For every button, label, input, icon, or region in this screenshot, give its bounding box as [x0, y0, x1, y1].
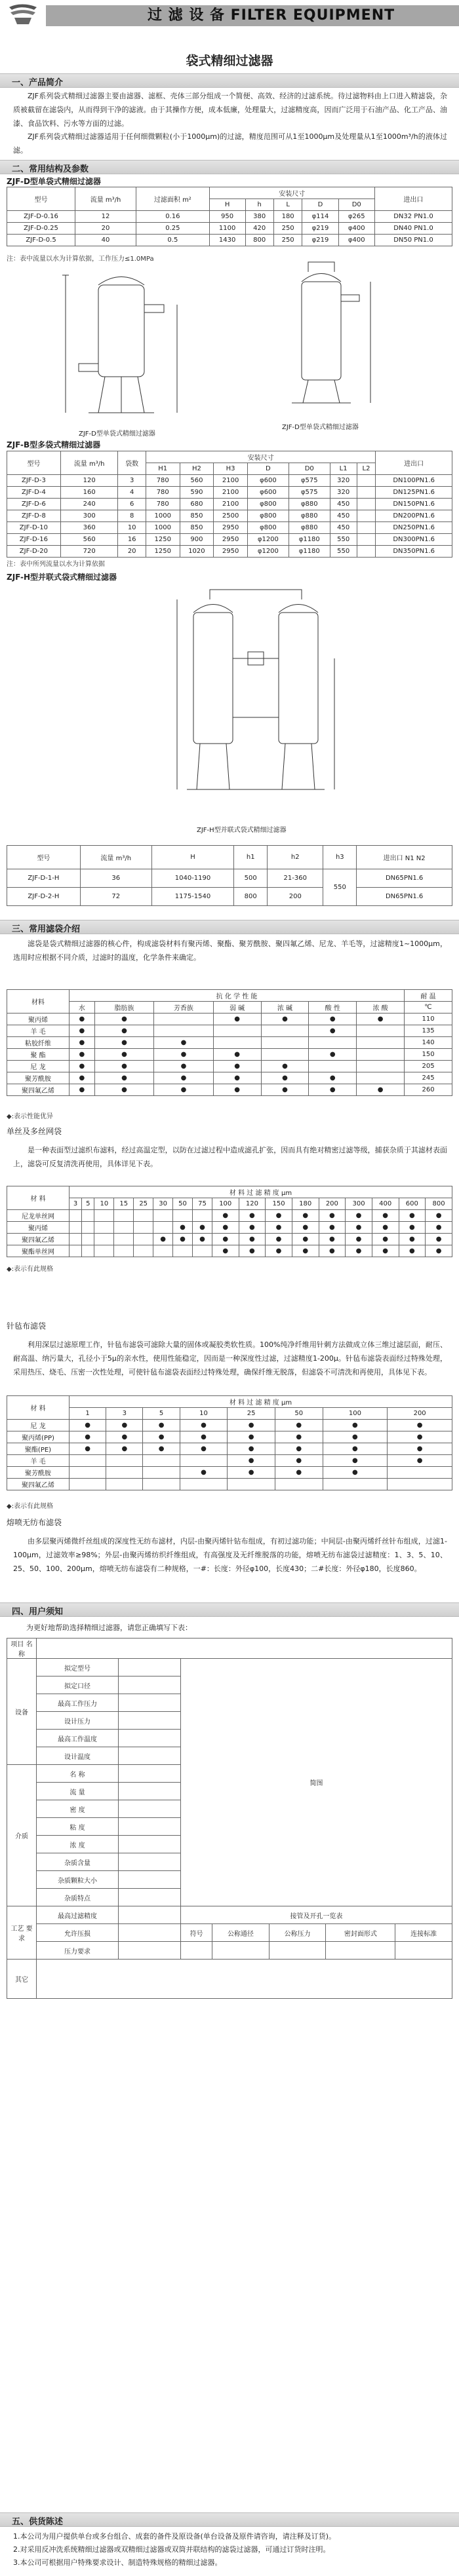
- material-name: 聚四氟乙烯: [7, 1479, 70, 1490]
- table-row: ZJF-D-16 560 16 1250 900 2950 φ1200 φ1180 550 DN300PN1.6: [7, 534, 452, 546]
- form-field[interactable]: [119, 1942, 181, 1960]
- supply-list: [13, 2530, 452, 2569]
- d-type-table: 型号 流量 m³/h 过滤面积 m² 安装尺寸 进出口 H h L D D0 ZJF-D-0.16 12 0.16 950 380 180 φ114 φ265 DN32 PN1.0 ZJF-D-0.25 20 0.25 1100 420 250 φ219 φ400 DN40 PN1.0 ZJF-D-0.5 40 0.5 1430 800 250 φ219 φ400 DN50 PN1.0: [7, 187, 452, 246]
- spec-dot: [70, 1479, 106, 1490]
- section-2-header: 二、常用结构及参数: [0, 160, 459, 174]
- spec-dot: ●: [275, 1420, 323, 1431]
- order-form: 项目 名称 设备 拟定型号 简图 拟定口径 最高工作压力 设计压力 最高工作温度 设计温度 介质 名 称 流 量 密 度 粘 度 浓 度 杂质含量 杂质颗粒大小 杂质特点 工艺 要求 最高过滤精度 接管及开孔一览表 允许压损 符号 公称通径 公称压力 密封面形式 连接标准 压力要求 其它: [7, 1638, 452, 1999]
- spec-dot: ●: [70, 1431, 106, 1443]
- spec-dot: ●: [399, 1210, 426, 1222]
- table-row: ZJF-D-8 300 8 1000 850 2500 φ800 φ880 450 DN200PN1.6: [7, 510, 452, 522]
- spec-dot: ●: [275, 1455, 323, 1467]
- material-name: 聚芳酰胺: [7, 1467, 70, 1479]
- spec-dot: [70, 1234, 82, 1245]
- column-header: 1: [70, 1408, 106, 1420]
- form-field[interactable]: [119, 1783, 181, 1800]
- spec-dot: ●: [426, 1222, 452, 1234]
- table-row: ZJF-D-1-H 36 1040-1190 500 21-360 550 DN65PN1.6: [7, 869, 452, 888]
- column-header: 200: [388, 1408, 452, 1420]
- spec-dot: ●: [180, 1431, 228, 1443]
- spec-dot: ●: [323, 1443, 388, 1455]
- spec-dot: [192, 1245, 212, 1257]
- spec-dot: ●: [319, 1222, 346, 1234]
- table-row: [7, 1443, 452, 1455]
- table-row: ZJF-D-0.25 20 0.25 1100 420 250 φ219 φ400 DN40 PN1.0: [7, 223, 452, 235]
- h-type-table: 型号 流量 m³/h H h1 h2 h3 进出口 N1 N2 ZJF-D-1-H 36 1040-1190 500 21-360 550 DN65PN1.6 ZJF-D-2-H 72 1175-1540 800 200 DN65PN1.6: [7, 845, 452, 906]
- spec-dot: ●: [173, 1234, 193, 1245]
- spec-dot: ●: [266, 1210, 292, 1222]
- column-header: 25: [134, 1198, 153, 1210]
- spec-dot: ●: [239, 1245, 266, 1257]
- table-row: ZJF-D-6 240 6 780 680 2100 φ800 φ880 450 DN150PN1.6: [7, 499, 452, 510]
- form-field[interactable]: [119, 1765, 181, 1783]
- form-field[interactable]: [119, 1676, 181, 1694]
- column-header: 50: [173, 1198, 193, 1210]
- column-header: 300: [346, 1198, 372, 1210]
- column-header: 800: [426, 1198, 452, 1210]
- felt-paragraph: 利用深层过滤原理工作，针毡布滤袋可滤除大量的固体或凝胶类软性质。100%纯净纤维用针刺方法做成立体三维过滤层面，耐压、耐高温、纳污量大，孔径小于5μ的亲水性，使用性能稳定，因而是一种深度性过滤，过滤精度1-200μ。针毡布滤袋表面经过特殊处理，采用热压、烧毛、压密一次性处理，可使针毡布滤袋表面经过特殊处理，确保纤维无脱落，但滤袋不可清洗和再使用，具体见下表。: [13, 1340, 447, 1376]
- table-row: 聚芳酰胺 ● ● ● ● ● ● 245: [7, 1072, 452, 1084]
- spec-dot: [70, 1222, 82, 1234]
- section-1-header: 一、产品简介: [0, 73, 459, 88]
- column-header: 50: [275, 1408, 323, 1420]
- table-row: [7, 1479, 452, 1490]
- melt-paragraph: 由多层聚丙烯微纤丝组成的深度性无纺布滤材，内层-由聚丙烯针钻布组成，有初过滤功能；中间层-由聚丙烯纤丝针布组成，过滤1-100μm，过滤效率≥98%；外层-由聚丙烯纺织纤维组成，有高强度及无纤维脱落的功能，熔喷无纺布滤袋过滤精度：1、3、5、10、25、50、100、200μm，熔喷无纺布滤袋有二种规格，一#：长度：外径φ100，长度430；二#长度：外径φ180，长度860。: [13, 1537, 447, 1573]
- section-3-header: 三、常用滤袋介绍: [0, 920, 459, 934]
- spec-dot: ●: [275, 1431, 323, 1443]
- spec-dot: ●: [212, 1210, 239, 1222]
- table-row: 尼 龙 ● ● ● ● ● 205: [7, 1061, 452, 1072]
- spec-dot: ●: [70, 1443, 106, 1455]
- column-header: 10: [94, 1198, 114, 1210]
- spec-dot: ●: [228, 1431, 275, 1443]
- spec-dot: ●: [292, 1222, 319, 1234]
- spec-dot: [106, 1479, 143, 1490]
- spec-dot: ●: [70, 1420, 106, 1431]
- column-header: 75: [192, 1198, 212, 1210]
- spec-dot: [134, 1234, 153, 1245]
- spec-dot: ●: [323, 1455, 388, 1467]
- table-row: ZJF-D-4 160 4 780 590 2100 φ600 φ575 320 DN125PN1.6: [7, 487, 452, 499]
- form-field[interactable]: [119, 1818, 181, 1836]
- form-field[interactable]: [119, 1836, 181, 1853]
- bag-intro-paragraph: 滤袋是袋式精细过滤器的核心件，构成滤袋材料有聚丙烯、聚酯、聚芳酰胺、聚四氟乙烯、尼龙、羊毛等，过滤精度1~1000μm，选用时应根据不同介质，过滤时的温度，化学条件来确定。: [13, 939, 447, 962]
- form-field[interactable]: [119, 1712, 181, 1730]
- spec-dot: ●: [212, 1245, 239, 1257]
- felt-note: ◆:表示有此规格: [7, 1503, 54, 1510]
- spec-dot: [180, 1479, 228, 1490]
- spec-dot: ●: [388, 1420, 452, 1431]
- table-row: ZJF-D-2-H 72 1175-1540 800 200 DN65PN1.6: [7, 888, 452, 906]
- material-name: 尼龙单丝网: [7, 1210, 70, 1222]
- spec-dot: [94, 1245, 114, 1257]
- spec-dot: ●: [323, 1420, 388, 1431]
- chem-note: ◆:表示性能优异: [7, 1113, 54, 1120]
- spec-dot: [275, 1479, 323, 1490]
- spec-dot: [388, 1467, 452, 1479]
- spec-dot: [70, 1210, 82, 1222]
- column-header: 200: [319, 1198, 346, 1210]
- form-field[interactable]: [119, 1694, 181, 1712]
- spec-dot: ●: [426, 1234, 452, 1245]
- column-header: 15: [114, 1198, 134, 1210]
- material-name: 聚四氟乙烯: [7, 1234, 70, 1245]
- spec-dot: ●: [426, 1210, 452, 1222]
- b-type-title: ZJF-B型多袋式精细过滤器: [7, 440, 101, 449]
- form-field[interactable]: [119, 1853, 181, 1871]
- table-row: [7, 1234, 452, 1245]
- spec-dot: ●: [143, 1431, 180, 1443]
- table-row: 粘胶纤维 ● ● ● 140: [7, 1037, 452, 1049]
- table-row: [7, 1222, 452, 1234]
- list-item: 3.本公司可根据用户特殊要求设计、制造特殊规格的精细过滤器。: [13, 2558, 222, 2567]
- spec-dot: [153, 1210, 173, 1222]
- spec-dot: [153, 1222, 173, 1234]
- felt-title: 针毡布滤袋: [7, 1321, 47, 1331]
- spec-dot: ●: [319, 1234, 346, 1245]
- spec-dot: [106, 1467, 143, 1479]
- form-field[interactable]: [119, 1889, 181, 1906]
- table-row: ZJF-D-20 720 20 1250 1020 2950 φ1200 φ1180 550 DN350PN1.6: [7, 546, 452, 558]
- b-type-note: 注：表中所列流量以水为计算依据: [7, 561, 105, 568]
- spec-dot: ●: [372, 1245, 399, 1257]
- felt-table: 材 料 材 料 过 滤 精 度 μm 1 3 5 10 25 50 100 200 尼 龙 ● ● ● ● ● ● ● ● 聚丙烯(PP) ● ● ● ● ● ● ● ● 聚酯(PE) ● ● ● ● ● ● ● ● 羊 毛 ● ● ● ● 聚芳酰胺 ● ● ● ● 聚四氟乙烯: [7, 1395, 452, 1490]
- spec-dot: [143, 1455, 180, 1467]
- spec-dot: [82, 1245, 94, 1257]
- project-name-field[interactable]: [37, 1638, 452, 1659]
- mono-paragraph: 是一种表面型过滤织布滤料，经过高温定型，以防在过滤过程中造成滤孔扩张，因而具有绝对精密过滤等级，捕获杂质于其滤材表面上，滤袋可反复清洗再使用，具体详见下表。: [13, 1146, 447, 1168]
- spec-dot: [134, 1245, 153, 1257]
- h-type-drawing: [170, 586, 348, 822]
- material-name: 尼 龙: [7, 1420, 70, 1431]
- h-type-caption: ZJF-H型并联式袋式精细过滤器: [197, 827, 287, 834]
- column-header: 30: [153, 1198, 173, 1210]
- spec-dot: ●: [180, 1420, 228, 1431]
- table-row: [7, 1245, 452, 1257]
- column-header: 400: [372, 1198, 399, 1210]
- spec-dot: ●: [173, 1222, 193, 1234]
- column-header: 5: [143, 1408, 180, 1420]
- spec-dot: ●: [266, 1222, 292, 1234]
- spec-dot: ●: [153, 1234, 173, 1245]
- spec-dot: ●: [319, 1210, 346, 1222]
- intro-paragraph-2: ZJF系列袋式精细过滤器适用于任何细微颗粒(小于1000μm)的过滤，精度范围可从1至1000μm及处理量从1至1000m³/h的液体过滤。: [13, 132, 447, 155]
- spec-dot: ●: [346, 1245, 372, 1257]
- spec-dot: ●: [346, 1234, 372, 1245]
- table-row: 聚四氟乙烯 ● ● ● ● ● ● ● 260: [7, 1084, 452, 1096]
- form-field[interactable]: [119, 1924, 181, 1942]
- b-type-table: 型号 流量 m³/h 袋数 安装尺寸 进出口 H1 H2 H3 D D0 L1 L2 ZJF-D-3 120 3 780 560 2100 φ600 φ575 320 DN100PN1.6 ZJF-D-4 160 4 780 590 2100 φ600 φ575 320 DN125PN1.6 ZJF-D-6 240 6 780 680 2100 φ800 φ880 450 DN150PN1.6 ZJF-D-8 300 8 1000 850 2500 φ800 φ880 450 DN200PN1.6 ZJF-D-10 360 10 1000 850 2950 φ800 φ880 450 DN250PN1.6 ZJF-D-16 560 16 1250 900 2950 φ1200 φ1180 550 DN300PN1.6 ZJF-D-20 720 20 1250 1020 2950 φ1200 φ1180 550 DN350PN1.6: [7, 451, 452, 558]
- d-type-note: 注：表中流量以水为计算依据，工作压力≤1.0MPa: [7, 256, 154, 263]
- spec-dot: ●: [192, 1222, 212, 1234]
- column-header: 180: [292, 1198, 319, 1210]
- spec-dot: ●: [212, 1234, 239, 1245]
- spec-dot: ●: [275, 1467, 323, 1479]
- spec-dot: ●: [346, 1222, 372, 1234]
- spec-dot: [143, 1467, 180, 1479]
- spec-dot: [173, 1245, 193, 1257]
- spec-dot: ●: [292, 1234, 319, 1245]
- spec-dot: ●: [372, 1234, 399, 1245]
- spec-dot: ●: [266, 1234, 292, 1245]
- form-intro: 为更好地帮助选择精细过滤器，请您正确填写下表：: [26, 1623, 192, 1632]
- spec-dot: ●: [266, 1245, 292, 1257]
- form-field[interactable]: [119, 1906, 181, 1924]
- spec-dot: [192, 1210, 212, 1222]
- page-header: [0, 0, 459, 30]
- spec-dot: [94, 1222, 114, 1234]
- spec-dot: ●: [239, 1234, 266, 1245]
- chem-table: 材料 抗 化 学 性 能 耐 温 水 脂肪族 芳香族 弱 碱 浓 碱 酸 性 浓 酸 ℃ 聚丙烯 ● ● ● ● ● ● 110 羊 毛 ● ● ● 135 粘胶纤维 ● ● ● 140 聚 酯 ● ● ● ● ● 150 尼 龙 ● ● ● ● ● 205 聚芳酰胺 ● ● ● ● ● ● 245 聚四氟乙烯 ● ● ● ● ● ● ● 260: [7, 989, 452, 1096]
- list-item: 2.对采用反冲洗系统精细过滤器或双精细过滤器或双筒并联结构的滤袋过滤器，可通过订货时注明。: [13, 2545, 330, 2554]
- d-type-caption-2: ZJF-D型单袋式精细过滤器: [282, 424, 359, 431]
- section-5-header: 五、供货陈述: [0, 2512, 459, 2527]
- column-header: 3: [106, 1408, 143, 1420]
- spec-dot: ●: [275, 1443, 323, 1455]
- spec-dot: [114, 1210, 134, 1222]
- spec-dot: [228, 1479, 275, 1490]
- column-header: 100: [323, 1408, 388, 1420]
- table-row: [7, 1420, 452, 1431]
- spec-dot: [114, 1245, 134, 1257]
- melt-title: 熔喷无纺布滤袋: [7, 1518, 62, 1527]
- d-type-title: ZJF-D型单袋式精细过滤器: [7, 177, 101, 186]
- column-header: 3: [70, 1198, 82, 1210]
- section-4-header: 四、用户须知: [0, 1602, 459, 1617]
- d-type-drawing-side: [256, 259, 387, 416]
- material-name: 聚丙烯: [7, 1222, 70, 1234]
- spec-dot: [134, 1222, 153, 1234]
- table-row: [7, 1210, 452, 1222]
- form-field[interactable]: [119, 1871, 181, 1889]
- spec-dot: [143, 1479, 180, 1490]
- column-header: 150: [266, 1198, 292, 1210]
- spec-dot: ●: [388, 1443, 452, 1455]
- table-row: ZJF-D-0.5 40 0.5 1430 800 250 φ219 φ400 DN50 PN1.0: [7, 235, 452, 246]
- spec-dot: [106, 1455, 143, 1467]
- material-name: 羊 毛: [7, 1455, 70, 1467]
- mono-title: 单丝及多丝网袋: [7, 1127, 62, 1136]
- d-type-drawing-front: [52, 265, 197, 426]
- table-row: [7, 1455, 452, 1467]
- header-title: 过 滤 设 备 FILTER EQUIPMENT: [148, 7, 395, 24]
- intro-paragraph-1: ZJF系列袋式精细过滤器主要由滤器、滤框、壳体三部分组成一个简便、高效、经济的过滤系统。待过滤物料由上口进入精滤袋，杂质被截留在滤袋内，从而得到干净的滤液。由于其操作方便，成本低廉，处理量大，过滤精度高，因而广泛用于石油产品、化工产品、油漆、食品饮料、污水等方面的过滤。: [13, 92, 447, 128]
- spec-dot: ●: [228, 1455, 275, 1467]
- column-header: 5: [82, 1198, 94, 1210]
- material-name: 聚酯单丝网: [7, 1245, 70, 1257]
- spec-dot: ●: [228, 1443, 275, 1455]
- spec-dot: ●: [388, 1455, 452, 1467]
- spec-dot: [82, 1234, 94, 1245]
- table-row: 聚丙烯 ● ● ● ● ● ● 110: [7, 1013, 452, 1025]
- spec-dot: ●: [180, 1443, 228, 1455]
- spec-dot: ●: [388, 1431, 452, 1443]
- spec-dot: ●: [372, 1210, 399, 1222]
- spec-dot: ●: [239, 1222, 266, 1234]
- column-header: 25: [228, 1408, 275, 1420]
- spec-dot: [114, 1222, 134, 1234]
- spec-dot: ●: [399, 1245, 426, 1257]
- material-name: 聚丙烯(PP): [7, 1431, 70, 1443]
- spec-dot: ●: [228, 1467, 275, 1479]
- spec-dot: ●: [212, 1222, 239, 1234]
- spec-dot: [114, 1234, 134, 1245]
- spec-dot: ●: [106, 1420, 143, 1431]
- company-logo-icon: [5, 2, 41, 27]
- spec-dot: ●: [180, 1467, 228, 1479]
- column-header: 600: [399, 1198, 426, 1210]
- spec-dot: ●: [239, 1210, 266, 1222]
- spec-dot: ●: [323, 1467, 388, 1479]
- column-header: 10: [180, 1408, 228, 1420]
- list-item: 1.本公司为用户提供单台或多台组合、成套的备件及原设备(单台设备及原件请咨询，请注释及订货)。: [13, 2532, 336, 2541]
- form-field[interactable]: [119, 1747, 181, 1765]
- spec-dot: [180, 1455, 228, 1467]
- mono-note: ◆:表示有此规格: [7, 1266, 54, 1273]
- h-type-title: ZJF-H型并联式袋式精细过滤器: [7, 573, 117, 582]
- spec-dot: ●: [323, 1431, 388, 1443]
- d-type-caption-1: ZJF-D型单袋式精细过滤器: [79, 430, 155, 438]
- form-field[interactable]: [119, 1730, 181, 1747]
- table-row: ZJF-D-3 120 3 780 560 2100 φ600 φ575 320 DN100PN1.6: [7, 475, 452, 487]
- table-row: 聚 酯 ● ● ● ● ● 150: [7, 1049, 452, 1061]
- spec-dot: ●: [319, 1245, 346, 1257]
- spec-dot: ●: [292, 1210, 319, 1222]
- spec-dot: [70, 1455, 106, 1467]
- spec-dot: [388, 1479, 452, 1490]
- table-row: 羊 毛 ● ● ● 135: [7, 1025, 452, 1037]
- table-row: ZJF-D-0.16 12 0.16 950 380 180 φ114 φ265 DN32 PN1.0: [7, 211, 452, 223]
- spec-dot: ●: [106, 1443, 143, 1455]
- spec-dot: [70, 1245, 82, 1257]
- form-field[interactable]: [119, 1800, 181, 1818]
- other-field[interactable]: [37, 1960, 452, 1999]
- spec-dot: ●: [399, 1222, 426, 1234]
- spec-dot: [323, 1479, 388, 1490]
- spec-dot: ●: [143, 1443, 180, 1455]
- spec-dot: ●: [426, 1245, 452, 1257]
- spec-dot: [173, 1210, 193, 1222]
- spec-dot: [94, 1234, 114, 1245]
- spec-dot: [82, 1210, 94, 1222]
- spec-dot: ●: [228, 1420, 275, 1431]
- spec-dot: ●: [143, 1420, 180, 1431]
- spec-dot: [70, 1467, 106, 1479]
- column-header: 100: [212, 1198, 239, 1210]
- spec-dot: [153, 1245, 173, 1257]
- document-title: 袋式精细过滤器: [186, 54, 273, 68]
- table-row: [7, 1431, 452, 1443]
- spec-dot: [134, 1210, 153, 1222]
- column-header: 120: [239, 1198, 266, 1210]
- spec-dot: [82, 1222, 94, 1234]
- spec-dot: ●: [192, 1234, 212, 1245]
- spec-dot: [94, 1210, 114, 1222]
- spec-dot: ●: [346, 1210, 372, 1222]
- spec-dot: ●: [372, 1222, 399, 1234]
- spec-dot: ●: [106, 1431, 143, 1443]
- table-row: ZJF-D-10 360 10 1000 850 2950 φ800 φ880 450 DN250PN1.6: [7, 522, 452, 534]
- spec-dot: ●: [292, 1245, 319, 1257]
- table-row: [7, 1467, 452, 1479]
- material-name: 聚酯(PE): [7, 1443, 70, 1455]
- mono-table: 材 料 材 料 过 滤 精 度 μm 3 5 10 15 25 30 50 75 100 120 150 180 200 300 400 600 800 尼龙单丝网 ● ● ● ● ● ● ● ● ● 聚丙烯 ● ● ● ● ● ● ● ● ● ● ● 聚四氟乙烯 ● ● ● ● ● ● ● ● ● ● ● ● 聚酯单丝网 ● ● ● ● ● ● ● ● ●: [7, 1186, 452, 1257]
- form-field[interactable]: [119, 1659, 181, 1676]
- spec-dot: ●: [399, 1234, 426, 1245]
